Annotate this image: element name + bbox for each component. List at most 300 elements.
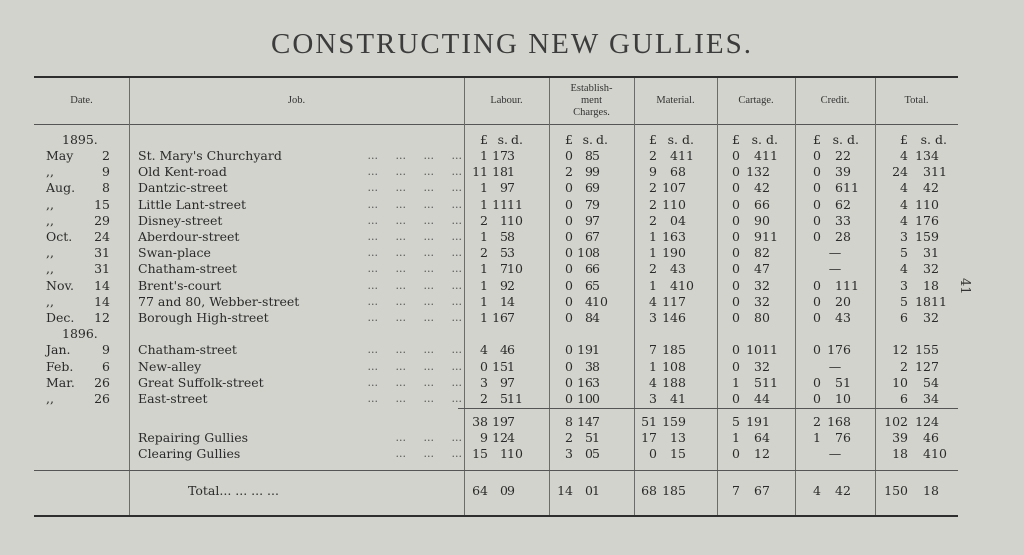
labour-pence: 10 <box>507 213 523 228</box>
est-shillings: 8 <box>585 310 593 325</box>
credit-pence: 3 <box>843 213 851 228</box>
cartage-pounds: 0 <box>732 359 740 374</box>
header-material: Material. <box>656 95 695 106</box>
labour-pence: 3 <box>507 245 515 260</box>
credit-unit-pence: d. <box>847 132 859 147</box>
est-pounds: 2 <box>565 164 573 179</box>
total-shillings: 15 <box>915 342 931 357</box>
material-pounds: 0 <box>649 446 657 461</box>
cartage-shillings: 6 <box>754 430 762 445</box>
cartage-shillings: 3 <box>754 278 762 293</box>
header-credit: Credit. <box>820 95 850 106</box>
labour-shillings: 1 <box>500 294 508 309</box>
material-pence: 3 <box>678 229 686 244</box>
cartage-shillings: 1 <box>754 446 762 461</box>
cartage-pounds: 0 <box>732 148 740 163</box>
total-pounds: 4 <box>900 180 908 195</box>
cartage-pence: 2 <box>762 245 770 260</box>
leader-dots: ... ... ... <box>395 447 462 460</box>
job-name: Brent's-court ... ... ... ... <box>138 278 462 293</box>
month: Oct. <box>46 229 73 244</box>
labour-pence: 7 <box>507 180 515 195</box>
labour-shillings: 12 <box>492 430 508 445</box>
total-shillings: 1 <box>923 278 931 293</box>
credit-pence: 6 <box>843 342 851 357</box>
total-row <box>0 483 1024 499</box>
cartage-pence: 7 <box>762 483 770 498</box>
month: ,, <box>46 261 54 276</box>
credit-shillings: 7 <box>835 430 843 445</box>
material-pounds: 51 <box>641 414 657 429</box>
day: 9 <box>102 342 110 357</box>
extra-row <box>0 446 1024 462</box>
credit-dash: — <box>828 261 842 276</box>
cartage-shillings: 9 <box>754 229 762 244</box>
credit-dash: — <box>828 446 842 461</box>
credit-pence: 1 <box>843 375 851 390</box>
labour-shillings: 18 <box>492 164 508 179</box>
cartage-shillings: 9 <box>754 213 762 228</box>
labour-shillings: 5 <box>500 229 508 244</box>
labour-pounds: 9 <box>480 430 488 445</box>
est-pounds: 0 <box>565 245 573 260</box>
month: Feb. <box>46 359 74 374</box>
labour-shillings: 11 <box>492 197 508 212</box>
cartage-pence: 11 <box>762 375 778 390</box>
table-row <box>0 278 1024 294</box>
total-pence: 2 <box>931 261 939 276</box>
est-pence: 4 <box>592 310 600 325</box>
material-pounds: 4 <box>649 375 657 390</box>
est-pence: 1 <box>592 342 600 357</box>
job-name: Disney-street ... ... ... ... <box>138 213 462 228</box>
labour-shillings: 15 <box>492 359 508 374</box>
cartage-shillings: 4 <box>754 148 762 163</box>
job-name: Borough High-street ... ... ... ... <box>138 310 462 325</box>
cartage-pounds: 7 <box>732 483 740 498</box>
credit-shillings: 16 <box>827 414 843 429</box>
leader-dots: ... ... ... ... <box>367 262 462 275</box>
labour-pounds: 1 <box>480 148 488 163</box>
labour-shillings: 1 <box>500 446 508 461</box>
table-row <box>0 310 1024 326</box>
month: ,, <box>46 164 54 179</box>
credit-pence: 0 <box>843 391 851 406</box>
material-shillings: 1 <box>670 446 678 461</box>
total-label: Total... ... ... ... <box>188 483 279 498</box>
total-shillings: 18 <box>915 294 931 309</box>
material-pounds: 1 <box>649 278 657 293</box>
material-shillings: 11 <box>662 294 678 309</box>
est-pence: 8 <box>592 245 600 260</box>
total-pence: 2 <box>931 180 939 195</box>
credit-pence: 6 <box>843 430 851 445</box>
labour-pence: 1 <box>507 359 515 374</box>
job-name: New-alley ... ... ... ... <box>138 359 462 374</box>
cartage-pounds: 0 <box>732 391 740 406</box>
header-job: Job. <box>287 95 306 106</box>
labour-shillings: 19 <box>492 414 508 429</box>
cartage-pence: 0 <box>762 213 770 228</box>
day: 26 <box>94 375 110 390</box>
est-shillings: 9 <box>585 164 593 179</box>
material-pence: 0 <box>678 245 686 260</box>
est-shillings: 3 <box>585 359 593 374</box>
est-shillings: 6 <box>585 229 593 244</box>
labour-pence: 11 <box>507 391 523 406</box>
cartage-pence: 2 <box>762 294 770 309</box>
total-pounds: 102 <box>884 414 908 429</box>
total-shillings: 3 <box>923 164 931 179</box>
material-shillings: 11 <box>662 197 678 212</box>
material-pence: 7 <box>678 294 686 309</box>
labour-shillings: 4 <box>500 342 508 357</box>
est-pence: 9 <box>592 180 600 195</box>
est-pence: 3 <box>592 375 600 390</box>
job-name: Chatham-street ... ... ... ... <box>138 261 462 276</box>
est-pence: 5 <box>592 278 600 293</box>
total-pence: 1 <box>931 245 939 260</box>
material-pounds: 3 <box>649 310 657 325</box>
table-row <box>0 391 1024 407</box>
est-pounds: 14 <box>557 483 573 498</box>
total-pounds: 6 <box>900 310 908 325</box>
credit-pounds: 0 <box>813 375 821 390</box>
header-establishment-line: ment <box>581 95 602 106</box>
cartage-pounds: 0 <box>732 278 740 293</box>
material-pounds: 1 <box>649 229 657 244</box>
cartage-pounds: 0 <box>732 261 740 276</box>
leader-dots: ... ... ... ... <box>367 214 462 227</box>
est-pounds: 0 <box>565 342 573 357</box>
credit-pounds: 0 <box>813 197 821 212</box>
credit-pence: 8 <box>843 229 851 244</box>
labour-pounds: 1 <box>480 278 488 293</box>
est-shillings: 6 <box>585 180 593 195</box>
est-pence: 7 <box>592 213 600 228</box>
cartage-pence: 7 <box>762 261 770 276</box>
total-pence: 0 <box>931 197 939 212</box>
total-pounds: 4 <box>900 213 908 228</box>
total-pounds: 24 <box>892 164 908 179</box>
table-row <box>0 148 1024 164</box>
subtotal-row <box>0 414 1024 430</box>
est-pence: 10 <box>592 294 608 309</box>
est-shillings: 4 <box>585 294 593 309</box>
credit-shillings: 4 <box>835 483 843 498</box>
material-shillings: 4 <box>670 391 678 406</box>
est-pounds: 0 <box>565 229 573 244</box>
total-pence: 7 <box>931 359 939 374</box>
material-shillings: 16 <box>662 229 678 244</box>
cartage-pounds: 5 <box>732 414 740 429</box>
labour-pence: 4 <box>507 294 515 309</box>
job-name: 77 and 80, Webber-street ... ... ... ... <box>138 294 462 309</box>
labour-pence: 6 <box>507 342 515 357</box>
labour-pence: 7 <box>507 375 515 390</box>
total-pence: 4 <box>931 148 939 163</box>
est-unit-pound: £ <box>565 132 573 147</box>
labour-pounds: 4 <box>480 342 488 357</box>
material-shillings: 19 <box>662 245 678 260</box>
est-pence: 9 <box>592 164 600 179</box>
total-shillings: 4 <box>923 446 931 461</box>
header-date: Date. <box>70 95 93 106</box>
cartage-pounds: 0 <box>732 197 740 212</box>
labour-pounds: 38 <box>472 414 488 429</box>
credit-pounds: 4 <box>813 483 821 498</box>
material-shillings: 18 <box>662 375 678 390</box>
est-shillings: 0 <box>585 483 593 498</box>
total-pence: 10 <box>931 446 947 461</box>
cartage-shillings: 8 <box>754 310 762 325</box>
material-shillings: 4 <box>670 261 678 276</box>
credit-pounds: 0 <box>813 213 821 228</box>
table-row <box>0 342 1024 358</box>
labour-pence: 10 <box>507 446 523 461</box>
cartage-shillings: 19 <box>746 414 762 429</box>
month: ,, <box>46 197 54 212</box>
table-bottom-rule <box>34 515 958 517</box>
header-establishment-line: Establish- <box>570 83 613 94</box>
est-pounds: 3 <box>565 446 573 461</box>
labour-pence: 2 <box>507 278 515 293</box>
cartage-shillings: 8 <box>754 245 762 260</box>
labour-pence: 8 <box>507 229 515 244</box>
page-title: CONSTRUCTING NEW GULLIES. <box>270 28 754 60</box>
total-pence: 11 <box>931 294 947 309</box>
est-pounds: 0 <box>565 391 573 406</box>
total-pounds: 4 <box>900 261 908 276</box>
credit-dash: — <box>828 359 842 374</box>
credit-shillings: 4 <box>835 310 843 325</box>
material-pounds: 2 <box>649 148 657 163</box>
header-cartage: Cartage. <box>738 95 774 106</box>
units-row <box>0 132 1024 148</box>
cartage-shillings: 4 <box>754 180 762 195</box>
total-pounds: 2 <box>900 359 908 374</box>
job-name: Dantzic-street ... ... ... ... <box>138 180 462 195</box>
est-pence: 5 <box>592 148 600 163</box>
est-pounds: 0 <box>565 359 573 374</box>
cartage-shillings: 6 <box>754 197 762 212</box>
material-pence: 11 <box>678 148 694 163</box>
total-pence: 8 <box>931 483 939 498</box>
month: Jan. <box>46 342 71 357</box>
leader-dots: ... ... ... ... <box>367 246 462 259</box>
table-row <box>0 261 1024 277</box>
cartage-shillings: 4 <box>754 391 762 406</box>
material-shillings: 0 <box>670 213 678 228</box>
day: 9 <box>102 164 110 179</box>
credit-shillings: 1 <box>835 391 843 406</box>
material-shillings: 4 <box>670 278 678 293</box>
day: 2 <box>102 148 110 163</box>
table-row <box>0 213 1024 229</box>
material-pence: 4 <box>678 213 686 228</box>
cartage-pence: 2 <box>762 180 770 195</box>
est-pounds: 0 <box>565 261 573 276</box>
est-pounds: 0 <box>565 197 573 212</box>
material-shillings: 18 <box>662 483 678 498</box>
labour-pounds: 1 <box>480 261 488 276</box>
header-labour: Labour. <box>490 95 523 106</box>
total-pounds: 5 <box>900 245 908 260</box>
labour-pounds: 1 <box>480 310 488 325</box>
total-shillings: 5 <box>923 375 931 390</box>
credit-pounds: 0 <box>813 342 821 357</box>
job-name: St. Mary's Churchyard ... ... ... ... <box>138 148 462 163</box>
table-row <box>0 229 1024 245</box>
est-pence: 6 <box>592 261 600 276</box>
total-unit-pound: £ <box>900 132 908 147</box>
cartage-pence: 11 <box>762 148 778 163</box>
est-pounds: 0 <box>565 213 573 228</box>
est-shillings: 5 <box>585 430 593 445</box>
leader-dots: ... ... ... ... <box>367 343 462 356</box>
credit-pence: 3 <box>843 310 851 325</box>
material-pounds: 2 <box>649 180 657 195</box>
header-establishment-line: Charges. <box>573 107 610 118</box>
cartage-unit-pence: d. <box>766 132 778 147</box>
total-shillings: 3 <box>923 245 931 260</box>
total-shillings: 12 <box>915 359 931 374</box>
labour-shillings: 17 <box>492 148 508 163</box>
est-pounds: 0 <box>565 294 573 309</box>
labour-shillings: 16 <box>492 310 508 325</box>
cartage-pounds: 0 <box>732 180 740 195</box>
total-pounds: 6 <box>900 391 908 406</box>
labour-pounds: 0 <box>480 359 488 374</box>
total-pence: 8 <box>931 278 939 293</box>
est-shillings: 19 <box>577 342 593 357</box>
credit-unit-pound: £ <box>813 132 821 147</box>
credit-shillings: 3 <box>835 213 843 228</box>
month: May <box>46 148 74 163</box>
cartage-pounds: 0 <box>732 310 740 325</box>
labour-pence: 11 <box>507 197 523 212</box>
labour-unit-shilling: s. <box>497 132 508 147</box>
est-shillings: 0 <box>585 446 593 461</box>
credit-pence: 11 <box>843 180 859 195</box>
total-pence: 6 <box>931 213 939 228</box>
day: 31 <box>94 245 110 260</box>
material-pence: 8 <box>678 375 686 390</box>
leader-dots: ... ... ... ... <box>367 149 462 162</box>
table-row <box>0 180 1024 196</box>
material-shillings: 15 <box>662 414 678 429</box>
est-pence: 1 <box>592 430 600 445</box>
leader-dots: ... ... ... ... <box>367 392 462 405</box>
cartage-unit-shilling: s. <box>751 132 762 147</box>
cartage-unit-pound: £ <box>732 132 740 147</box>
job-name: Great Suffolk-street ... ... ... ... <box>138 375 462 390</box>
est-shillings: 10 <box>577 245 593 260</box>
est-pounds: 0 <box>565 278 573 293</box>
est-pence: 5 <box>592 446 600 461</box>
day: 14 <box>94 278 110 293</box>
material-pence: 8 <box>678 359 686 374</box>
est-pence: 7 <box>592 414 600 429</box>
material-shillings: 1 <box>670 430 678 445</box>
credit-pence: 2 <box>843 483 851 498</box>
cartage-shillings: 6 <box>754 483 762 498</box>
month: Dec. <box>46 310 75 325</box>
labour-unit-pound: £ <box>480 132 488 147</box>
material-pounds: 9 <box>649 164 657 179</box>
material-pounds: 2 <box>649 261 657 276</box>
est-shillings: 9 <box>585 213 593 228</box>
est-pence: 7 <box>592 229 600 244</box>
material-pounds: 17 <box>641 430 657 445</box>
est-shillings: 6 <box>585 261 593 276</box>
material-shillings: 10 <box>662 359 678 374</box>
cartage-pounds: 1 <box>732 375 740 390</box>
header-total: Total. <box>904 95 929 106</box>
table-row <box>0 294 1024 310</box>
month: ,, <box>46 245 54 260</box>
month: ,, <box>46 391 54 406</box>
total-pounds: 3 <box>900 278 908 293</box>
labour-pounds: 1 <box>480 229 488 244</box>
cartage-pounds: 0 <box>732 229 740 244</box>
leader-dots: ... ... ... ... <box>367 198 462 211</box>
cartage-pence: 2 <box>762 164 770 179</box>
cartage-pounds: 0 <box>732 164 740 179</box>
material-pence: 6 <box>678 310 686 325</box>
total-rule <box>34 470 958 471</box>
est-shillings: 7 <box>585 197 593 212</box>
job-name: Swan-place ... ... ... ... <box>138 245 462 260</box>
total-pence: 4 <box>931 414 939 429</box>
material-unit-pence: d. <box>682 132 694 147</box>
credit-shillings: 6 <box>835 197 843 212</box>
material-shillings: 4 <box>670 148 678 163</box>
credit-shillings: 2 <box>835 148 843 163</box>
leader-dots: ... ... ... ... <box>367 295 462 308</box>
cartage-pence: 2 <box>762 278 770 293</box>
est-pence: 0 <box>592 391 600 406</box>
total-pounds: 4 <box>900 197 908 212</box>
labour-pence: 10 <box>507 261 523 276</box>
total-shillings: 12 <box>915 414 931 429</box>
material-pence: 9 <box>678 414 686 429</box>
material-unit-pound: £ <box>649 132 657 147</box>
credit-pence: 2 <box>843 197 851 212</box>
total-pence: 11 <box>931 164 947 179</box>
header-establishment <box>549 78 634 124</box>
page-number: 41 <box>957 278 972 295</box>
total-shillings: 13 <box>915 148 931 163</box>
day: 31 <box>94 261 110 276</box>
cartage-pence: 11 <box>762 342 778 357</box>
total-pence: 4 <box>931 391 939 406</box>
total-pounds: 150 <box>884 483 908 498</box>
labour-pence: 7 <box>507 414 515 429</box>
credit-shillings: 1 <box>835 278 843 293</box>
leader-dots: ... ... ... ... <box>367 360 462 373</box>
labour-shillings: 5 <box>500 391 508 406</box>
credit-pounds: 0 <box>813 391 821 406</box>
total-pounds: 10 <box>892 375 908 390</box>
year-label: 1895. <box>62 132 98 147</box>
total-shillings: 1 <box>923 483 931 498</box>
cartage-pounds: 0 <box>732 446 740 461</box>
table-row <box>0 359 1024 375</box>
cartage-pence: 6 <box>762 197 770 212</box>
material-pounds: 2 <box>649 197 657 212</box>
material-shillings: 6 <box>670 164 678 179</box>
